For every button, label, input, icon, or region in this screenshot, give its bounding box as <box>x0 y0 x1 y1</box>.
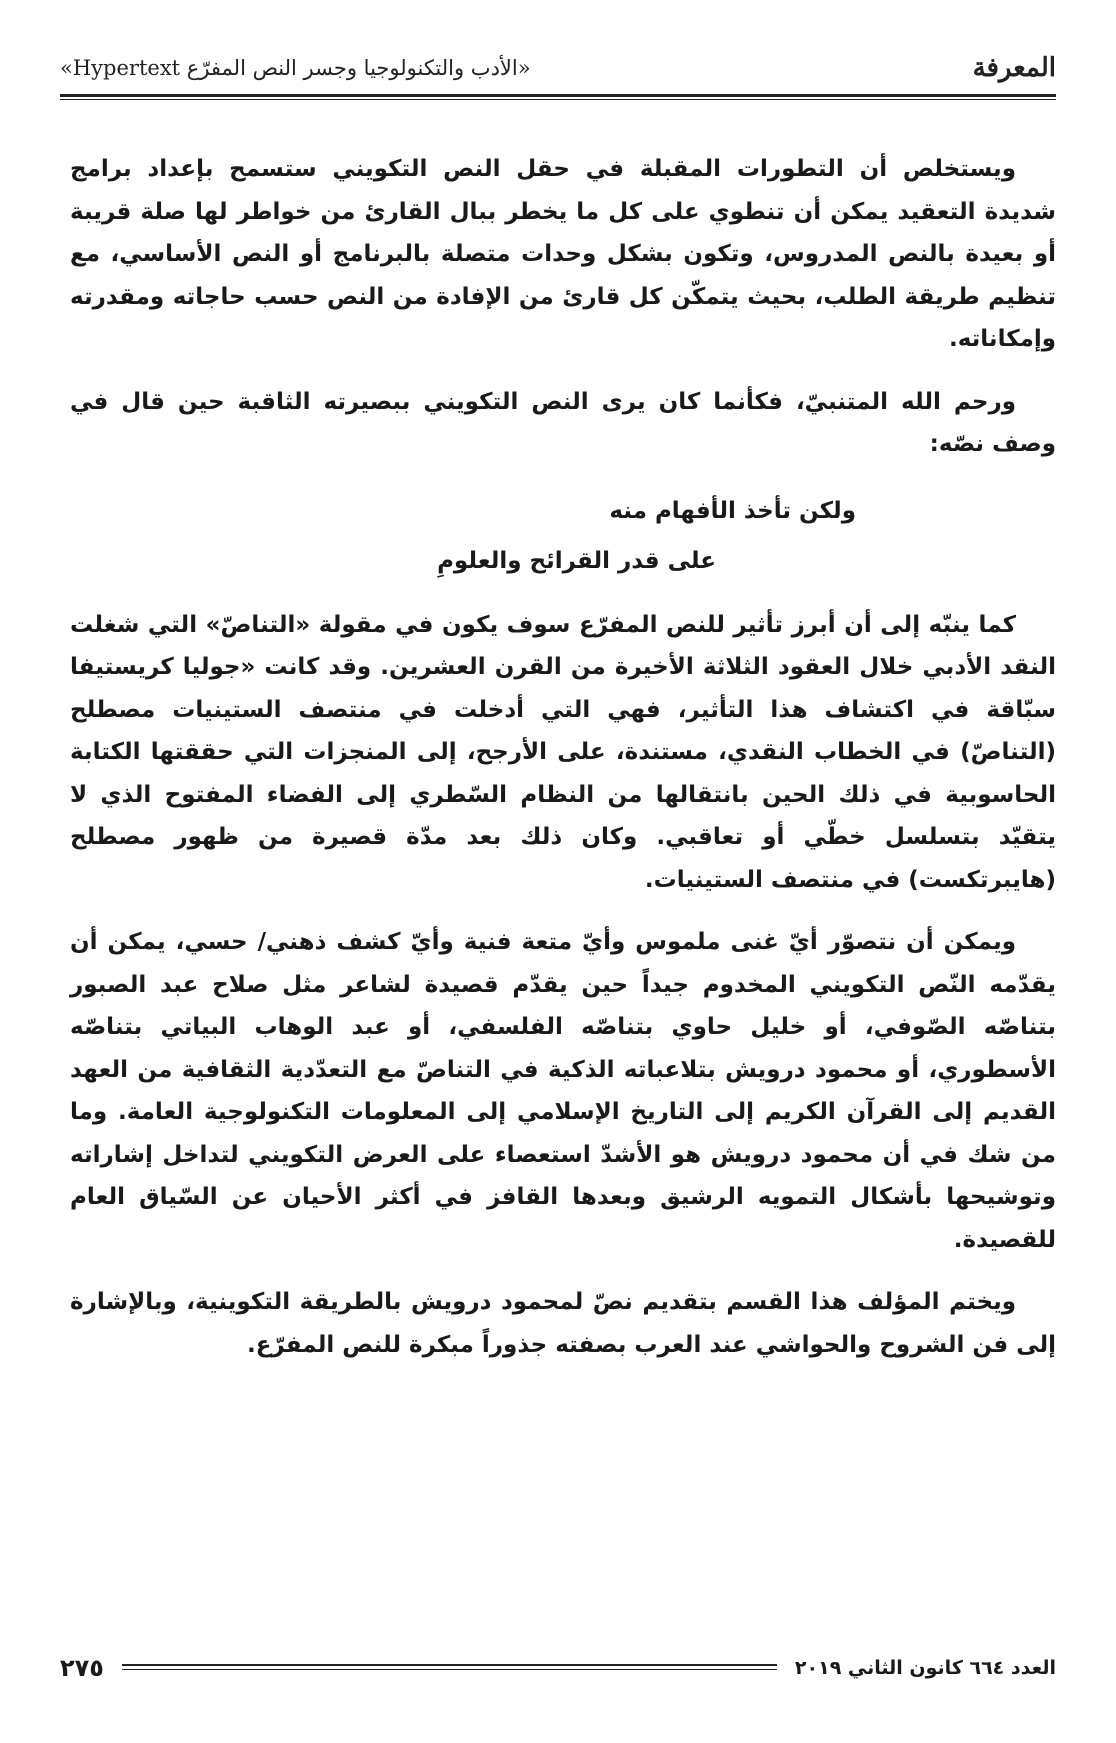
article-body <box>70 148 1056 1386</box>
verse-line-2: على قدر القرائح والعلومِ <box>437 547 716 574</box>
journal-logo: المعرفة <box>972 53 1056 83</box>
paragraph: ويختم المؤلف هذا القسم بتقديم نصّ لمحمود درويش بالطريقة التكوينية، وبالإشارة إلى فن الشروح والحواشي عند العرب بصفته جذوراً مبكرة للنص المفرّع. <box>70 1289 1056 1358</box>
paragraph: ويستخلص أن التطورات المقبلة في حقل النص التكويني ستسمح بإعداد برامج شديدة التعقيد يمكن أن تنطوي على كل ما يخطر ببال القارئ من خواطر لها صلة قريبة أو بعيدة بالنص المدروس، وتكون بشكل وحدات متصلة بالبرنامج أو النص الأساسي، مع تنظيم طريقة الطلب، بحيث يتمكّن كل قارئ من الإفادة من النص حسب حاجاته ومقدرته وإمكاناته. <box>70 156 1056 352</box>
paragraph: ويمكن أن نتصوّر أيّ غنى ملموس وأيّ متعة فنية وأيّ كشف ذهني/ حسي، يمكن أن يقدّمه النّص التكويني المخدوم جيداً حين يقدّم قصيدة لشاعر مثل صلاح عبد الصبور بتناصّه الصّوفي، أو خليل حاوي بتناصّه الفلسفي، أو عبد الوهاب البياتي بتناصّه الأسطوري، أو محمود درويش بتلاعباته الذكية في التناصّ مع التعدّدية الثقافية من العهد القديم إلى القرآن الكريم إلى التاريخ الإسلامي إلى المعلومات التكنولوجية العامة. وما من شك في أن محمود درويش هو الأشدّ استعصاء على العرض التكويني لتداخل إشاراته وتوشيحها بأشكال التمويه الرشيق وبعدها القافز في أكثر الأحيان عن السّياق العام للقصيدة. <box>70 929 1056 1253</box>
poem-verse <box>70 486 1056 586</box>
page-number: ٢٧٥ <box>60 1654 104 1682</box>
header-rule-thin <box>60 99 1056 100</box>
page-footer <box>60 1650 1056 1686</box>
header-rule <box>60 94 1056 97</box>
paragraph: كما ينبّه إلى أن أبرز تأثير للنص المفرّع سوف يكون في مقولة «التناصّ» التي شغلت النقد الأدبي خلال العقود الثلاثة الأخيرة من القرن العشرين. وقد كانت «جوليا كريستيفا سبّاقة في اكتشاف هذا التأثير، فهي التي أدخلت في منتصف الستينيات مصطلح (التناصّ) في الخطاب النقدي، مستندة، على الأرجح، إلى المنجزات التي حققتها الكتابة الحاسوبية في ذلك الحين بانتقالها من النظام السّطري إلى الفضاء المفتوح الذي لا يتقيّد بتسلسل خطّي أو تعاقبي. وكان ذلك بعد مدّة قصيرة من ظهور مصطلح (هايبرتكست) في منتصف الستينيات. <box>70 611 1056 893</box>
page-header <box>60 48 1056 88</box>
paragraph: ورحم الله المتنبيّ، فكأنما كان يرى النص التكويني ببصيرته الثاقبة حين قال في وصف نصّه: <box>70 388 1056 457</box>
running-title: «الأدب والتكنولوجيا وجسر النص المفرّع Hypertext» <box>60 56 531 80</box>
verse-line-1: ولكن تأخذ الأفهام منه <box>609 497 856 524</box>
footer-rule <box>122 1664 777 1672</box>
issue-label: العدد ٦٦٤ كانون الثاني ٢٠١٩ <box>794 1657 1056 1679</box>
